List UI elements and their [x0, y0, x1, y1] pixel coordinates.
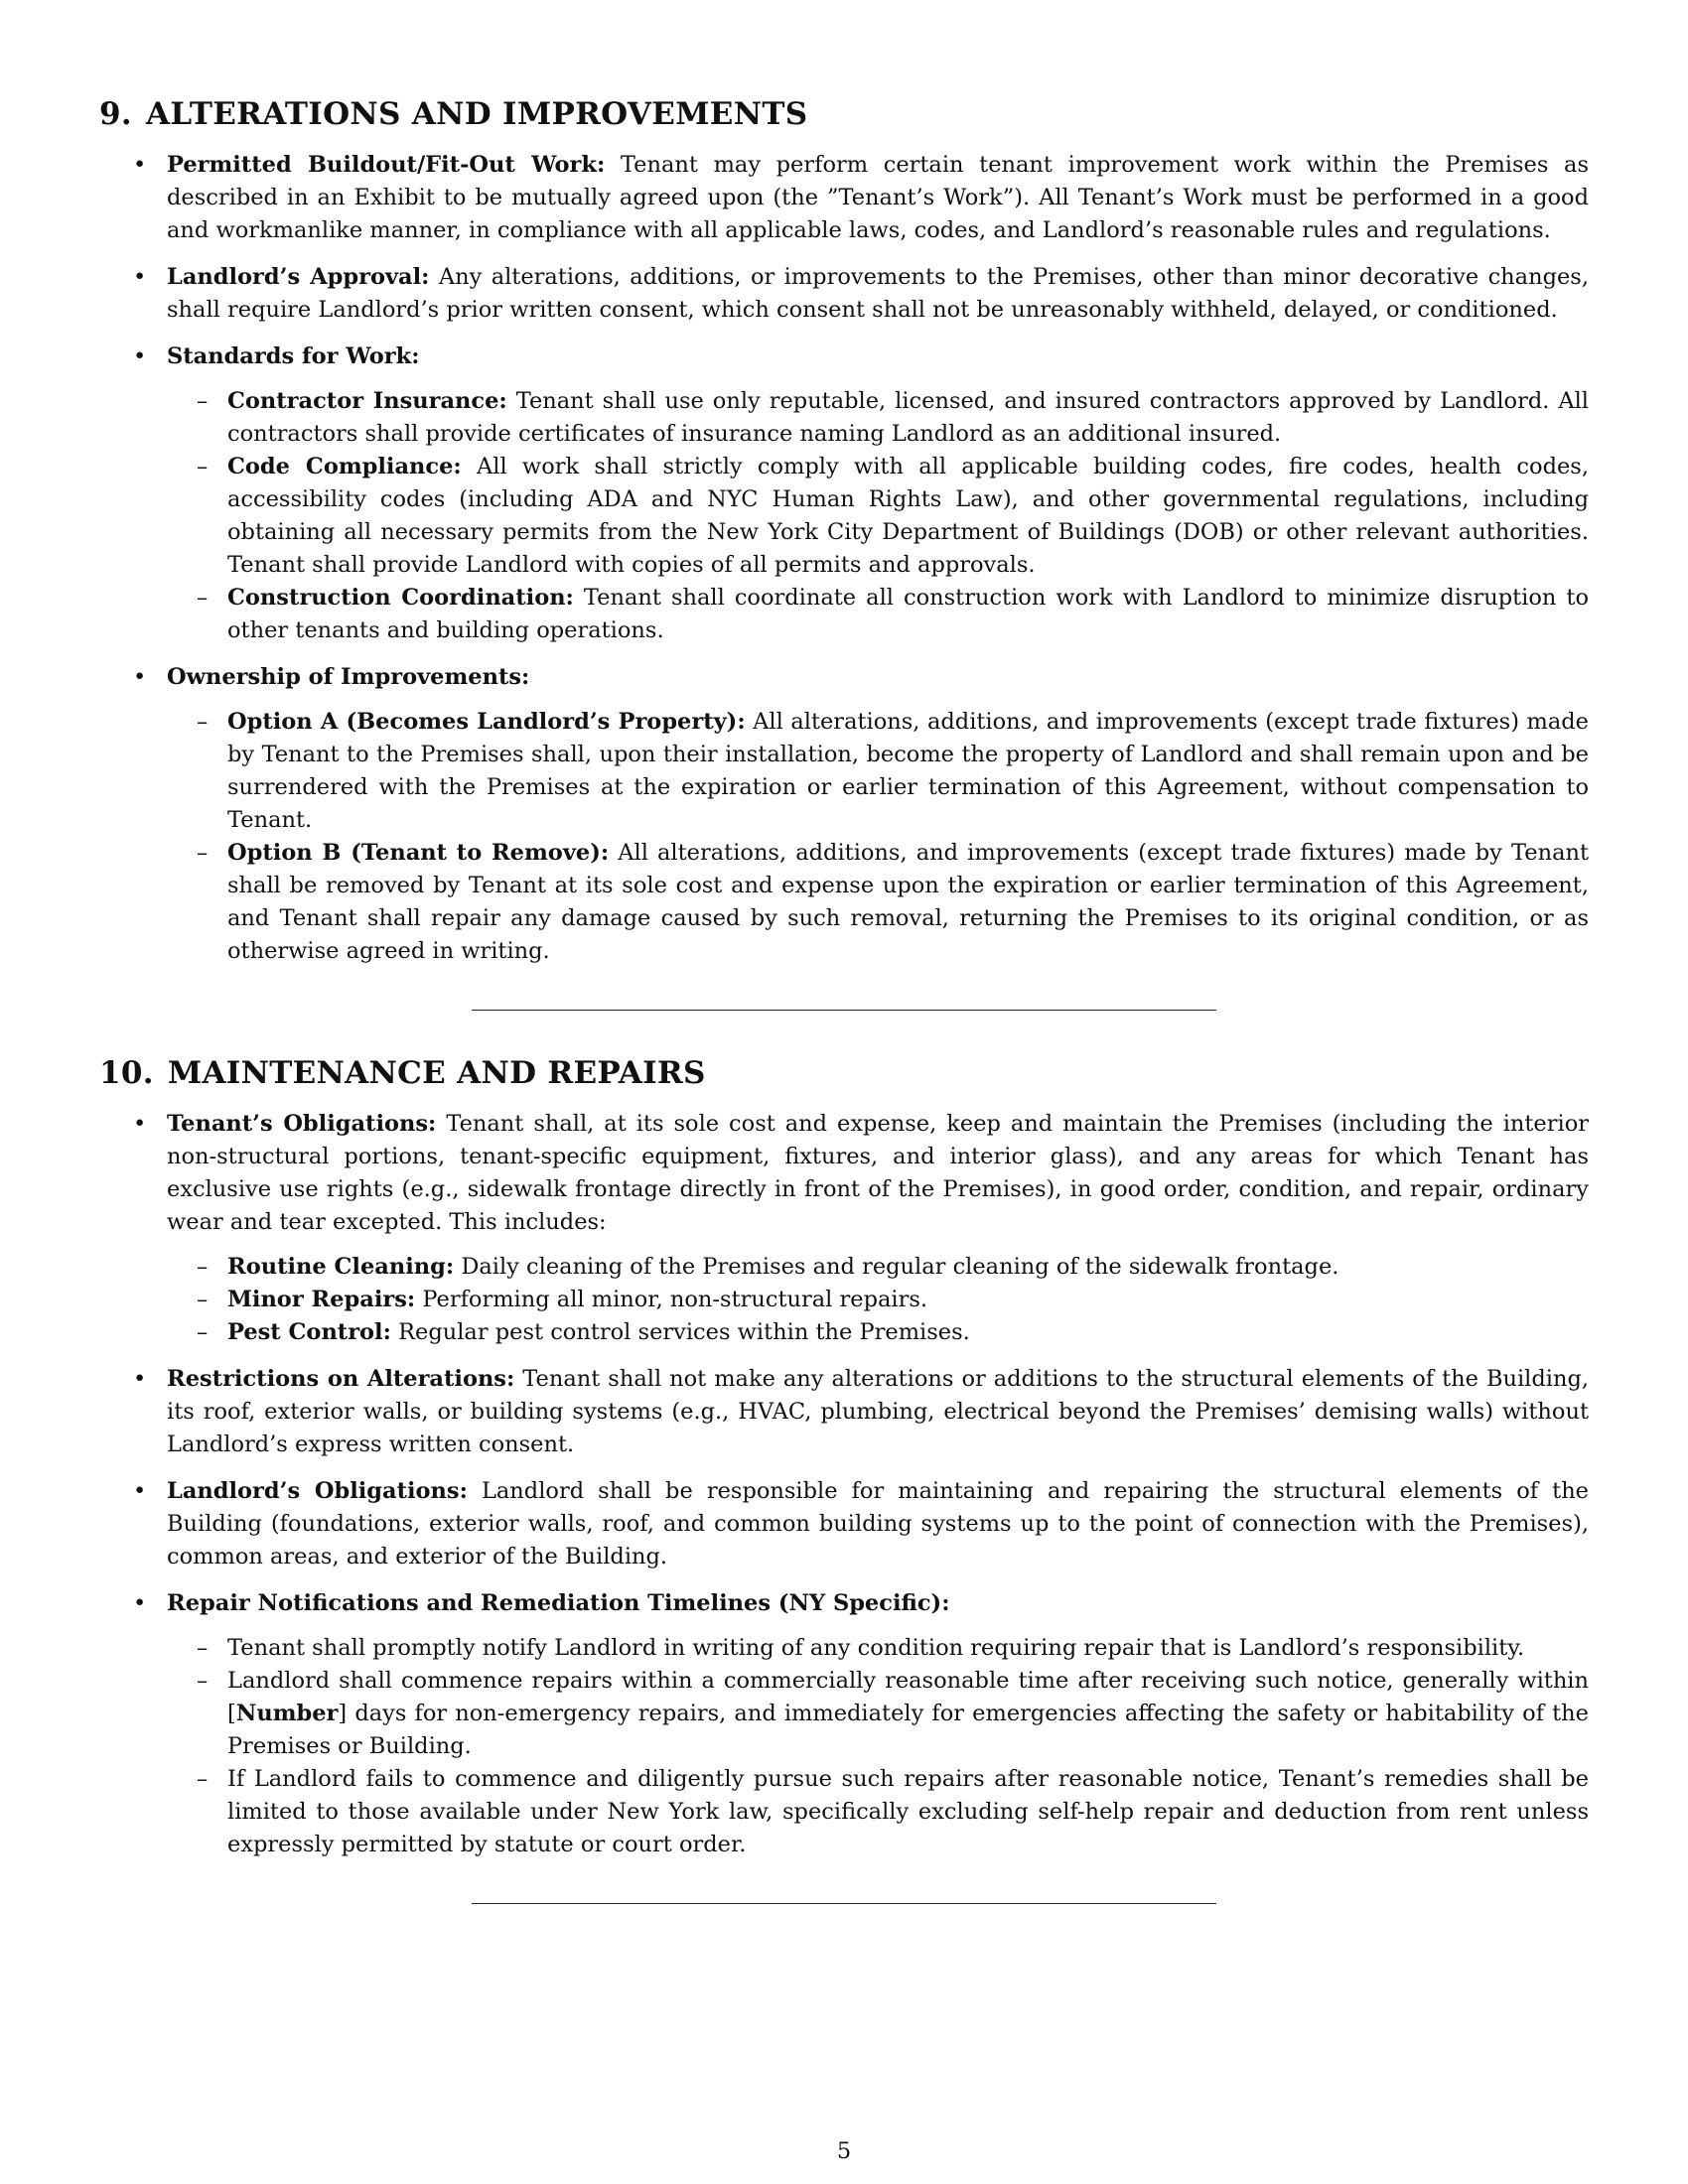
page-number: 5: [836, 2138, 852, 2164]
sub-list-item: [167, 1665, 1589, 1763]
sub-list-item: [167, 451, 1589, 582]
sub-list-item: [167, 582, 1589, 647]
sub-list-item: [167, 385, 1589, 451]
sub-list: [167, 385, 1589, 647]
sub-list-item: [167, 1284, 1589, 1316]
sub-list: [167, 1632, 1589, 1861]
sub-item-text: If Landlord fails to commence and diligently pursue such repairs after reasonable notice, Tenant’s remedies shall be limited to those available under New York law, specifically excluding self-help repair and deduction from rent unless expressly permitted by statute or court order.: [227, 1766, 1589, 1857]
list-item: [99, 1363, 1589, 1461]
section-number: 10.: [99, 1055, 154, 1091]
dash-icon: –: [197, 585, 209, 611]
dash-icon: –: [197, 1766, 209, 1792]
item-label: Restrictions on Alterations:: [167, 1366, 515, 1392]
list-item: [99, 1475, 1589, 1573]
sub-item-label: Pest Control:: [227, 1319, 391, 1345]
placeholder-field: Number: [235, 1701, 339, 1726]
sub-list: [167, 706, 1589, 968]
section-alterations: [99, 95, 1589, 968]
sub-item-text: Landlord shall commence repairs within a commercially reasonable time after receiving such notice, generally within [: [227, 1668, 1589, 1726]
sub-list: [167, 1251, 1589, 1349]
section-list: [99, 1108, 1589, 1861]
section-divider: [472, 1903, 1216, 1904]
item-label: Tenant’s Obligations:: [167, 1111, 437, 1137]
sub-item-text: Tenant shall promptly notify Landlord in writing of any condition requiring repair that is Landlord’s responsibility.: [227, 1635, 1525, 1661]
section-heading: [99, 1054, 1589, 1092]
sub-item-text: Daily cleaning of the Premises and regular cleaning of the sidewalk frontage.: [461, 1254, 1339, 1280]
bullet-icon: •: [133, 664, 147, 690]
section-list: [99, 149, 1589, 968]
bullet-icon: •: [133, 264, 147, 290]
section-title: MAINTENANCE AND REPAIRS: [167, 1055, 706, 1091]
item-label: Permitted Buildout/Fit-Out Work:: [167, 152, 606, 178]
item-label: Landlord’s Approval:: [167, 264, 430, 290]
list-item: [99, 261, 1589, 327]
sub-item-text: ] days for non-emergency repairs, and immediately for emergencies affecting the safety or habitability of the Premises or Building.: [227, 1701, 1589, 1759]
item-text: Tenant shall not make any alterations or additions to the structural elements of the Building, its roof, exterior walls, or building systems (e.g., HVAC, plumbing, electrical beyond the Premises’ demising walls) without Landlord’s express written consent.: [167, 1366, 1590, 1457]
section-maintenance: [99, 1054, 1589, 1861]
dash-icon: –: [197, 388, 209, 414]
sub-item-text: Tenant shall use only reputable, licensed, and insured contractors approved by Landlord. All contractors shall provide certificates of insurance naming Landlord as an additional insured.: [227, 388, 1589, 447]
bullet-icon: •: [133, 1366, 147, 1392]
item-text: Any alterations, additions, or improvements to the Premises, other than minor decorative changes, shall require Landlord’s prior written consent, which consent shall not be unreasonably withheld, delayed, or conditioned.: [167, 264, 1589, 323]
sub-item-text: Regular pest control services within the Premises.: [398, 1319, 970, 1345]
dash-icon: –: [197, 1668, 209, 1694]
item-label: Repair Notifications and Remediation Timelines (NY Specific):: [167, 1590, 950, 1616]
dash-icon: –: [197, 709, 209, 735]
sub-item-label: Code Compliance:: [227, 454, 462, 479]
list-item: [99, 341, 1589, 647]
list-item: [99, 1108, 1589, 1349]
sub-item-label: Option A (Becomes Landlord’s Property):: [227, 709, 746, 735]
dash-icon: –: [197, 1287, 209, 1312]
sub-item-label: Construction Coordination:: [227, 585, 574, 611]
dash-icon: –: [197, 1319, 209, 1345]
dash-icon: –: [197, 454, 209, 479]
sub-item-label: Minor Repairs:: [227, 1287, 416, 1312]
section-divider: [472, 1010, 1216, 1011]
dash-icon: –: [197, 1635, 209, 1661]
sub-item-text: Performing all minor, non-structural repairs.: [422, 1287, 928, 1312]
section-title: ALTERATIONS AND IMPROVEMENTS: [145, 96, 808, 132]
sub-item-label: Option B (Tenant to Remove):: [227, 840, 610, 866]
sub-list-item: [167, 1632, 1589, 1665]
list-item: [99, 661, 1589, 968]
bullet-icon: •: [133, 343, 147, 369]
sub-list-item: [167, 1316, 1589, 1349]
sub-list-item: [167, 837, 1589, 968]
section-number: 9.: [99, 96, 132, 132]
sub-item-text: All alterations, additions, and improvements (except trade fixtures) made by Tenant shall be removed by Tenant at its sole cost and expense upon the expiration or earlier termination of this Agreement, and Tenant shall repair any damage caused by such removal, returning the Premises to its original condition, or as otherwise agreed in writing.: [227, 840, 1590, 964]
item-label: Landlord’s Obligations:: [167, 1478, 468, 1504]
section-heading: [99, 95, 1589, 133]
list-item: [99, 149, 1589, 247]
sub-list-item: [167, 1251, 1589, 1284]
sub-list-item: [167, 706, 1589, 837]
sub-item-text: Tenant shall coordinate all construction work with Landlord to minimize disruption to other tenants and building operations.: [227, 585, 1590, 643]
item-text: Landlord shall be responsible for maintaining and repairing the structural elements of the Building (foundations, exterior walls, roof, and common building systems up to the point of connection with the Premises), common areas, and exterior of the Building.: [167, 1478, 1590, 1570]
sub-item-text: All alterations, additions, and improvements (except trade fixtures) made by Tenant to the Premises shall, upon their installation, become the property of Landlord and shall remain upon and be surrendered with the Premises at the expiration or earlier termination of this Agreement, without compensation to Tenant.: [227, 709, 1589, 833]
bullet-icon: •: [133, 1111, 147, 1137]
item-text: Tenant may perform certain tenant improvement work within the Premises as described in an Exhibit to be mutually agreed upon (the ”Tenant’s Work”). All Tenant’s Work must be performed in a good and workmanlike manner, in compliance with all applicable laws, codes, and Landlord’s reasonable rules and regulations.: [167, 152, 1590, 243]
list-item: [99, 1587, 1589, 1861]
bullet-icon: •: [133, 1478, 147, 1504]
sub-list-item: [167, 1763, 1589, 1861]
item-label: Standards for Work:: [167, 343, 420, 369]
sub-item-label: Contractor Insurance:: [227, 388, 507, 414]
sub-item-text: All work shall strictly comply with all applicable building codes, fire codes, health codes, accessibility codes (including ADA and NYC Human Rights Law), and other governmental regulations, including obtaining all necessary permits from the New York City Department of Buildings (DOB) or other relevant authorities. Tenant shall provide Landlord with copies of all permits and approvals.: [227, 454, 1589, 578]
dash-icon: –: [197, 840, 209, 866]
bullet-icon: •: [133, 1590, 147, 1616]
bullet-icon: •: [133, 152, 147, 178]
item-text: Tenant shall, at its sole cost and expense, keep and maintain the Premises (including the interior non-structural portions, tenant-specific equipment, fixtures, and interior glass), and any areas for which Tenant has exclusive use rights (e.g., sidewalk frontage directly in front of the Premises), in good order, condition, and repair, ordinary wear and tear excepted. This includes:: [167, 1111, 1589, 1235]
dash-icon: –: [197, 1254, 209, 1280]
item-label: Ownership of Improvements:: [167, 664, 530, 690]
sub-item-label: Routine Cleaning:: [227, 1254, 455, 1280]
